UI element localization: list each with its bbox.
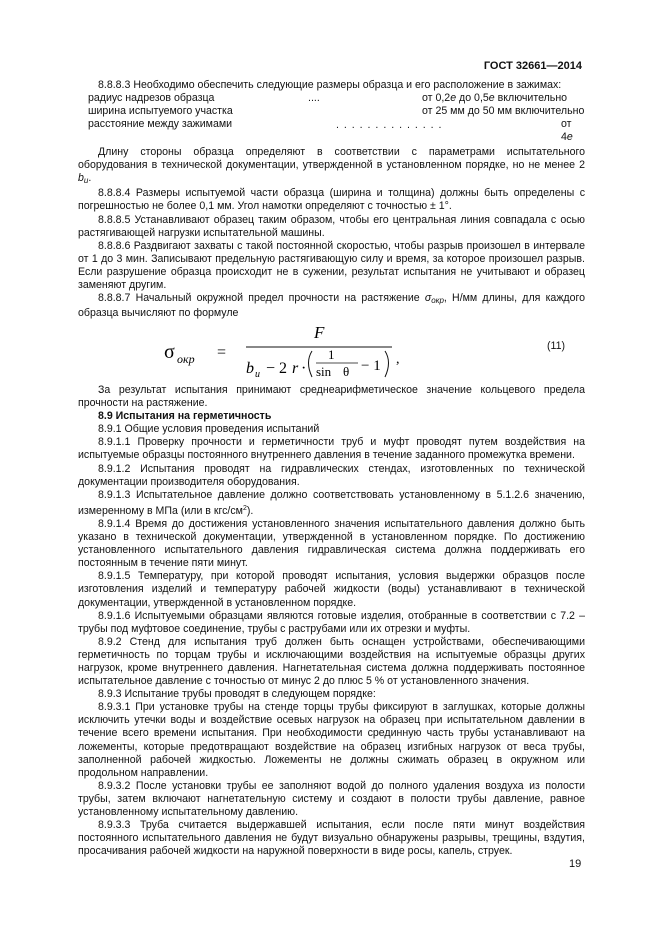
paragraph-side-length: Длину стороны образца определяют в соответствии с параметрами испытательного оборудования в технической документации, утвержденной в установленном порядке, но не менее 2 $b_u$.	[78, 146, 585, 186]
paragraph-8-9-1-6: 8.9.1.6 Испытуемыми образцами являются готовые изделия, отобранные в соответствии с 7.2 – трубы под муфтовое соединение, трубы с раструбами или их отрезки и муфты.	[78, 609, 585, 635]
paragraph-8-8-8-4: 8.8.8.4 Размеры испытуемой части образца (ширина и толщина) должны быть определены с погрешностью не более 0,1 мм. Угол намотки определяют с точностью ± 1°.	[78, 187, 585, 213]
formula-r: r	[292, 360, 299, 377]
paragraph-8-9-1-4: 8.9.1.4 Время до достижения установленного значения испытательного давления должно быть указано в технической документации, утвержденной в установленном порядке. По достижению установленного испытательного давления гидравлическая система должна поддерживать его постоянным в течение пяти минут.	[78, 517, 585, 570]
table-row-value: от 25 мм до 50 мм включительно	[422, 105, 585, 118]
paragraph-8-9-3-2: 8.9.3.2 После установки трубы ее заполняют водой до полного удаления воздуха из полости трубы, затем включают нагнетательную систему и создают в полости трубы давление, равное установленному испытательному давлению.	[78, 779, 585, 818]
formula-lhs-subscript: окр	[177, 352, 195, 366]
formula-numerator: F	[314, 323, 325, 342]
paragraph-result: За результат испытания принимают среднеарифметическое значение кольцевого предела прочности на растяжение.	[78, 384, 585, 410]
paragraph-8-8-8-5: 8.8.8.5 Устанавливают образец таким образом, чтобы его центральная линия совпадала с осью растягивающей нагрузки испытательной машины.	[78, 213, 585, 239]
paragraph-8-8-8-3: 8.8.8.3 Необходимо обеспечить следующие размеры образца и его расположение в зажимах:	[98, 79, 562, 91]
section-heading-8-9: 8.9 Испытания на герметичность	[98, 410, 272, 423]
paragraph-8-9-1-5: 8.9.1.5 Температуру, при которой проводят испытания, условия выдержки образцов после изготовления изделий и температуру рабочей жидкости (воды) устанавливают в технической документации, утвержденной в установленном порядке.	[78, 570, 585, 609]
paragraph-8-9-3-3: 8.9.3.3 Труба считается выдержавшей испытания, если после пяти минут воздействия постоянного испытательного давления не будут визуально обнаружены разрывы, трещины, вздутия, просачивания рабочей жидкости на наружной поверхности в виде росы, капель, струек.	[78, 819, 585, 858]
formula-b-subscript: u	[255, 369, 260, 379]
hoop-strength-formula	[160, 323, 460, 379]
page-number: 19	[569, 858, 582, 870]
formula-sin: sin	[316, 364, 332, 379]
table-row-value: от 0,2e до 0,5e включительно	[422, 92, 568, 105]
paragraph-8-9-1: 8.9.1 Общие условия проведения испытаний	[98, 423, 320, 436]
document-code: ГОСТ 32661—2014	[483, 60, 582, 72]
formula-comma: ,	[396, 352, 400, 367]
paragraph-8-9-1-1: 8.9.1.1 Проверку прочности и герметичности труб и муфт проводят путем воздействия на испытуемые образцы постоянного внутреннего давления в течение заданного промежутка времени.	[78, 436, 585, 462]
formula-minus-2: − 2	[266, 360, 288, 377]
paragraph-8-9-3-1: 8.9.3.1 При установке трубы на стенде торцы трубы фиксируют в заглушках, которые должны исключить утечки воды и воздействие осевых нагрузок на образец при испытательном давлении в течение всего времени испытания. При необходимости срединную часть трубы устанавливают на ложементы, которые предотвращают воздействие на образец изгибных нагрузок от веса трубы, заполненной рабочей жидкостью. Ложементы не должны сжимать образец в окружном или продольном направлении.	[78, 701, 585, 779]
formula-dot: ·	[301, 360, 307, 377]
formula-inner-numerator: 1	[328, 347, 335, 362]
section-8-8-8	[78, 79, 585, 320]
table-row-label: радиус надрезов образца	[88, 92, 215, 105]
formula-equals: =	[217, 344, 227, 361]
formula-minus-1: − 1	[361, 358, 381, 374]
table-row-label: ширина испытуемого участка	[88, 105, 233, 118]
table-row-value: от	[561, 118, 572, 131]
formula-lhs-sigma: σ	[164, 341, 175, 363]
paragraph-8-9-2: 8.9.2 Стенд для испытания труб должен быть оснащен устройствами, обеспечивающими герметичность по торцам трубы и исключающими воздействия на испытуемые образцы других нагрузок, кроме внутреннего давления. Нагнетательная система должна поддерживать постоянное испытательное давление с точностью от минус 2 до плюс 5 % от установленного значения.	[78, 635, 585, 688]
formula-theta: θ	[343, 364, 350, 379]
formula-left-paren	[309, 351, 313, 377]
formula-right-paren	[385, 351, 389, 377]
paragraph-8-9-1-3: 8.9.1.3 Испытательное давление должно соответствовать установленному в 5.1.2.6 значению, измеренному в МПа (или в кгс/$см^2$).	[78, 488, 585, 517]
paragraph-8-8-8-7: 8.8.8.7 Начальный окружной предел прочности на растяжение $\sigma_{окр}$, Н/мм длины, для каждого образца вычисляют по формуле	[78, 292, 586, 320]
paragraph-8-8-8-6: 8.8.8.6 Раздвигают захваты с такой постоянной скоростью, чтобы разрыв произошел в интервале от 1 до 3 мин. Записывают предельную растягивающую силу и время, за которое произошел разрыв. Если разрушение образца происходит не в сужении, результат испытания не учитывают и образец заменяют другим.	[78, 239, 585, 292]
equation-number: (11)	[547, 340, 566, 352]
specimen-dimensions-table	[78, 92, 585, 146]
paragraph-8-9-3: 8.9.3 Испытание трубы проводят в следующем порядке:	[98, 688, 376, 701]
table-row-label: расстояние между зажимами	[88, 118, 233, 131]
table-row-value-cont: 4e	[561, 131, 573, 144]
leader-dots: ....	[308, 92, 320, 105]
section-8-9	[78, 384, 585, 858]
formula-b: b	[246, 360, 254, 377]
paragraph-8-9-1-2: 8.9.1.2 Испытания проводят на гидравлических стендах, изготовленных по технической документации производителя оборудования.	[78, 462, 585, 488]
leader-dots: . . . . . . . . . . . . . .	[336, 119, 443, 132]
